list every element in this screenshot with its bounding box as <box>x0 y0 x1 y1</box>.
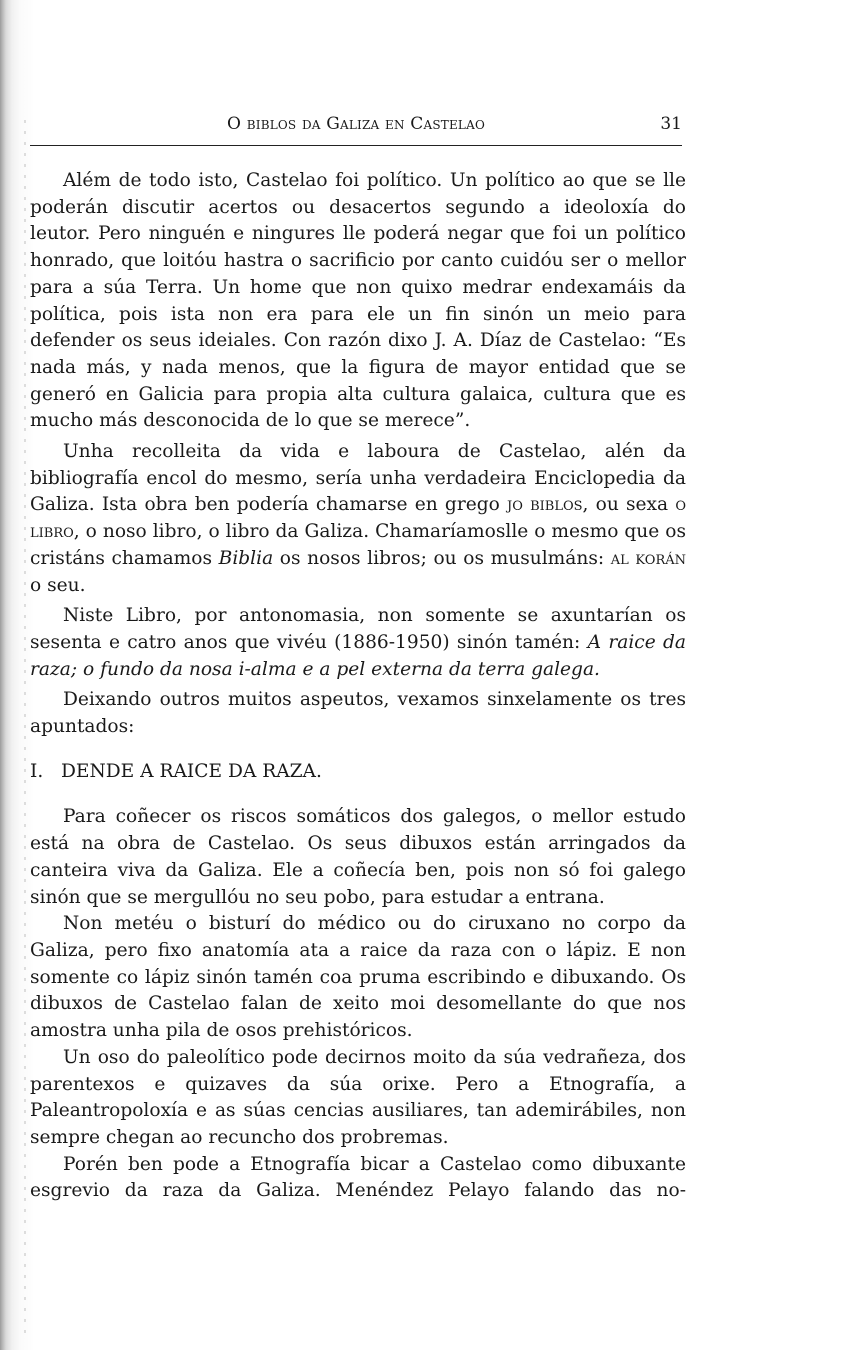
paragraph-2-text-d: os nosos libros; ou os musulmáns: <box>273 547 611 569</box>
running-header <box>30 114 682 142</box>
paragraph-7: Un oso do paleolítico pode decirnos moito da súa vedrañeza, dos parentexos e quizaves da súa orixe. Pero a Etnografía, a Paleantropoloxía e as súas cencias ausiliares, tan ademirábiles, non sempre chegan ao recuncho dos probremas. <box>30 1046 686 1148</box>
paragraph-3-text-a: Niste Libro, por antonomasia, non somente se axuntarían os sesenta e catro anos que vivéu (1886-1950) sinón tamén: <box>30 605 686 653</box>
scanned-page-edge <box>0 0 34 1350</box>
paragraph-4: Deixando outros muitos aspeutos, vexamos sinxelamente os tres apuntados: <box>30 689 686 738</box>
header-title: O biblos da Galiza en Castelao <box>227 114 485 134</box>
italic-raice-da-raza: A raice da raza; o fundo da nosa i-alma e a pel externa da terra galega. <box>30 631 687 680</box>
body-text <box>30 168 686 1205</box>
paragraph-5: Para coñecer os riscos somáticos dos galegos, o mellor estudo está na obra de Castelao. Os seus dibuxos están arringados da canteira viva da Galiza. Ele a coñecía ben, pois non só foi galego sinón que se mergullóu no seu pobo, para estudar a entrana. <box>30 806 686 908</box>
page-number: 31 <box>660 114 682 134</box>
italic-biblia: Biblia <box>218 547 274 569</box>
small-caps-o-libro: o libro <box>30 494 686 543</box>
header-rule <box>30 145 682 146</box>
paragraph-2-text-a: Unha recolleita da vida e laboura de Castelao, alén da bibliografía encol do mesmo, sería unha verdadeira Enciclopedia da Galiza. Ista obra ben podería chamarse en grego <box>30 441 686 516</box>
paragraph-6: Non metéu o bisturí do médico ou do ciruxano no corpo da Galiza, pero fixo anatomía ata a raice da raza con o lápiz. E non somente co lápiz sinón tamén coa pruma escribindo e dibuxando. Os dibuxos de Castelao falan de xeito moi desomellante do que nos amostra unha pila de osos prehistóricos. <box>30 913 686 1042</box>
paragraph-1: Além de todo isto, Castelao foi político. Un político ao que se lle poderán discutir acertos ou desacertos segundo a ideoloxía do leutor. Pero ninguén e ningures lle poderá negar que foi un político honrado, que loitóu hastra o sacrificio por canto cuidóu ser o mellor para a súa Terra. Un home que non quixo medrar endexamáis da política, pois ista non era para ele un fin sinón un meio para defender os seus ideiales. Con razón dixo J. A. Díaz de Castelao: “Es nada más, y nada menos, que la figura de mayor entidad que se generó en Galicia para propia alta cultura galaica, cultura que es mucho más desconocida de lo que se merece”. <box>30 170 686 432</box>
paragraph-8: Porén ben pode a Etnografía bicar a Castelao como dibuxante esgrevio da raza da Galiza. Menéndez Pelayo falando das no- <box>30 1153 686 1202</box>
paragraph-3 <box>30 603 686 683</box>
section-heading: I. DENDE A RAICE DA RAZA. <box>30 760 322 782</box>
paragraph-2-text-c: , o noso libro, o libro da Galiza. Chamaríamoslle o mesmo que os cristáns chamamos <box>30 521 686 569</box>
small-caps-al-koran: al korán <box>610 547 687 569</box>
small-caps-jo-biblos: jo biblos <box>507 494 583 516</box>
paragraph-2-text-b: , ou sexa <box>582 494 676 516</box>
paragraph-2 <box>30 439 686 599</box>
paragraph-2-text-e: o seu. <box>30 574 86 596</box>
